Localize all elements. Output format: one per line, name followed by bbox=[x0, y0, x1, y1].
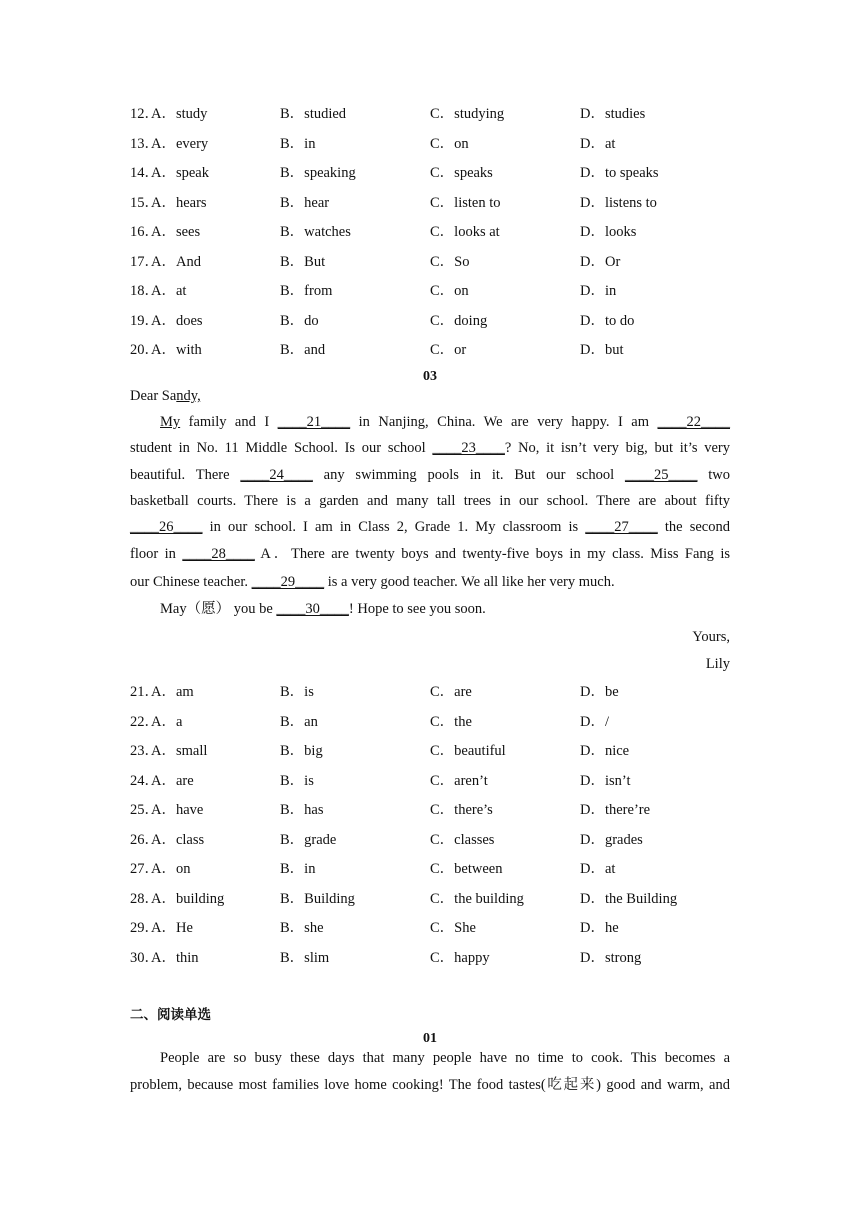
option-b: B．watches bbox=[280, 224, 351, 240]
option-a: A．every bbox=[151, 135, 209, 152]
option-a: A．have bbox=[151, 802, 204, 818]
option-b: B．she bbox=[280, 920, 324, 936]
question-number: 24． bbox=[130, 772, 159, 789]
option-a: A．on bbox=[151, 861, 191, 877]
option-a: A．small bbox=[151, 743, 208, 759]
option-b: B．hear bbox=[280, 194, 330, 211]
question-number: 17． bbox=[130, 253, 159, 270]
option-c: C．speaks bbox=[430, 165, 493, 181]
question-number: 26． bbox=[130, 831, 159, 848]
blank-21: ____21____ bbox=[277, 414, 351, 430]
passage-line: ____26____ in our school. I am in Class 2, Grade 1. My classroom is ____27____ the second bbox=[130, 519, 730, 535]
passage-line: student in No. 11 Middle School. Is our school ____23____? No, it isn’t very big, but it’s very bbox=[130, 440, 730, 456]
option-c: C．there’s bbox=[430, 802, 493, 818]
option-a: A．sees bbox=[151, 224, 201, 240]
option-b: B．speaking bbox=[280, 165, 356, 181]
question-number: 21． bbox=[130, 684, 159, 700]
option-a: A．building bbox=[151, 890, 225, 907]
option-d: D．be bbox=[580, 684, 619, 700]
option-c: C．listen to bbox=[430, 194, 501, 211]
question-number: 22． bbox=[130, 713, 159, 730]
option-c: C．aren’t bbox=[430, 772, 488, 789]
blank-30: ____30____ bbox=[276, 601, 349, 617]
passage-line: beautiful. There ____24____ any swimming pools in it. But our school ____25____ two bbox=[130, 467, 731, 483]
option-d: D．looks bbox=[580, 224, 637, 240]
option-c: C．studying bbox=[430, 106, 505, 122]
option-d: D．strong bbox=[580, 949, 642, 966]
option-c: C．classes bbox=[430, 831, 495, 848]
option-c: C．or bbox=[430, 342, 467, 358]
option-c: C．beautiful bbox=[430, 743, 506, 759]
option-b: B．from bbox=[280, 283, 333, 299]
option-d: D．studies bbox=[580, 106, 646, 122]
question-number: 16． bbox=[130, 224, 159, 240]
option-b: B．is bbox=[280, 684, 314, 700]
option-b: B．an bbox=[280, 713, 318, 730]
letter-signature: Lily bbox=[705, 656, 730, 672]
option-d: D．at bbox=[580, 135, 616, 152]
option-c: C．the building bbox=[430, 890, 524, 907]
passage-heading: 03 bbox=[423, 369, 437, 384]
letter-closing: Yours, bbox=[692, 629, 730, 645]
option-c: C．are bbox=[430, 684, 472, 700]
option-c: C．on bbox=[430, 283, 469, 299]
option-a: A．study bbox=[151, 106, 208, 122]
option-c: C．She bbox=[430, 920, 476, 936]
option-a: A．with bbox=[151, 342, 202, 358]
question-number: 12． bbox=[130, 106, 159, 122]
letter-greeting: Dear Sandy, bbox=[130, 388, 201, 404]
option-b: B．do bbox=[280, 312, 319, 329]
option-c: C．happy bbox=[430, 949, 490, 966]
option-b: B．But bbox=[280, 253, 326, 270]
option-d: D．listens to bbox=[580, 194, 657, 211]
option-b: B．in bbox=[280, 135, 316, 152]
option-a: A．are bbox=[151, 772, 194, 789]
passage-line: My family and I ____21____ in Nanjing, China. We are very happy. I am ____22____ bbox=[160, 414, 730, 430]
option-b: B．big bbox=[280, 743, 323, 759]
blank-27: ____27____ bbox=[585, 519, 658, 535]
option-b: B．Building bbox=[280, 890, 355, 907]
passage-line: May（愿） you be ____30____! Hope to see you soon. bbox=[160, 601, 486, 617]
option-a: A．class bbox=[151, 831, 205, 848]
option-a: A．He bbox=[151, 920, 193, 936]
option-c: C．looks at bbox=[430, 224, 500, 240]
option-b: B．and bbox=[280, 342, 326, 358]
option-d: D．Or bbox=[580, 253, 621, 270]
passage-line: problem, because most families love home cooking! The food tastes(吃起来) good and warm, and bbox=[130, 1077, 730, 1093]
option-d: D．isn’t bbox=[580, 772, 631, 789]
option-c: C．the bbox=[430, 713, 472, 730]
option-d: D．to speaks bbox=[580, 165, 659, 181]
option-b: B．studied bbox=[280, 106, 347, 122]
option-b: B．is bbox=[280, 772, 314, 789]
blank-26: ____26____ bbox=[130, 519, 203, 535]
question-number: 13． bbox=[130, 135, 159, 152]
passage-line: our Chinese teacher. ____29____ is a very good teacher. We all like her very much. bbox=[130, 574, 615, 590]
option-b: B．has bbox=[280, 802, 324, 818]
passage-line: basketball courts. There is a garden and many tall trees in our school. There are about fifty bbox=[130, 493, 730, 509]
option-a: A．speak bbox=[151, 165, 209, 181]
blank-25: ____25____ bbox=[624, 467, 698, 483]
section-title: 二、阅读单选 bbox=[130, 1007, 211, 1023]
question-number: 25． bbox=[130, 802, 159, 818]
option-d: D．in bbox=[580, 283, 617, 299]
passage-line: floor in ____28____ A．There are twenty boys and twenty-five boys in my class. Miss Fang is bbox=[130, 546, 731, 562]
option-a: A．a bbox=[151, 713, 183, 730]
option-b: B．in bbox=[280, 861, 316, 877]
question-number: 30． bbox=[130, 949, 159, 966]
question-number: 20． bbox=[130, 342, 159, 358]
option-d: D．the Building bbox=[580, 890, 678, 907]
question-number: 14． bbox=[130, 165, 159, 181]
question-number: 29． bbox=[130, 920, 159, 936]
option-d: D．grades bbox=[580, 831, 643, 848]
option-a: A．at bbox=[151, 283, 187, 299]
option-a: A．thin bbox=[151, 949, 199, 966]
passage-heading: 01 bbox=[423, 1031, 437, 1046]
question-number: 19． bbox=[130, 312, 159, 329]
question-number: 23． bbox=[130, 743, 159, 759]
option-c: C．So bbox=[430, 253, 470, 270]
option-d: D．nice bbox=[580, 743, 630, 759]
question-number: 27． bbox=[130, 861, 159, 877]
blank-24: ____24____ bbox=[240, 467, 313, 483]
blank-29: ____29____ bbox=[251, 574, 325, 590]
option-d: D．at bbox=[580, 861, 616, 877]
option-b: B．grade bbox=[280, 831, 337, 848]
option-c: C．doing bbox=[430, 312, 488, 329]
option-d: D．he bbox=[580, 920, 619, 936]
option-a: A．does bbox=[151, 312, 203, 329]
option-d: D．there’re bbox=[580, 802, 651, 818]
option-a: A．hears bbox=[151, 194, 207, 211]
option-d: D．but bbox=[580, 342, 624, 358]
blank-23: ____23____ bbox=[432, 440, 505, 456]
blank-22: ____22____ bbox=[657, 414, 730, 430]
option-c: C．on bbox=[430, 135, 469, 152]
blank-28: ____28____ bbox=[182, 546, 255, 562]
question-number: 15． bbox=[130, 194, 159, 211]
passage-line: People are so busy these days that many people have no time to cook. This becomes a bbox=[160, 1050, 730, 1066]
question-number: 28． bbox=[130, 890, 159, 907]
option-b: B．slim bbox=[280, 949, 330, 966]
option-a: A．And bbox=[151, 253, 201, 270]
option-a: A．am bbox=[151, 684, 194, 700]
option-c: C．between bbox=[430, 861, 503, 877]
question-number: 18． bbox=[130, 283, 159, 299]
option-d: D．/ bbox=[580, 713, 609, 730]
option-d: D．to do bbox=[580, 312, 635, 329]
